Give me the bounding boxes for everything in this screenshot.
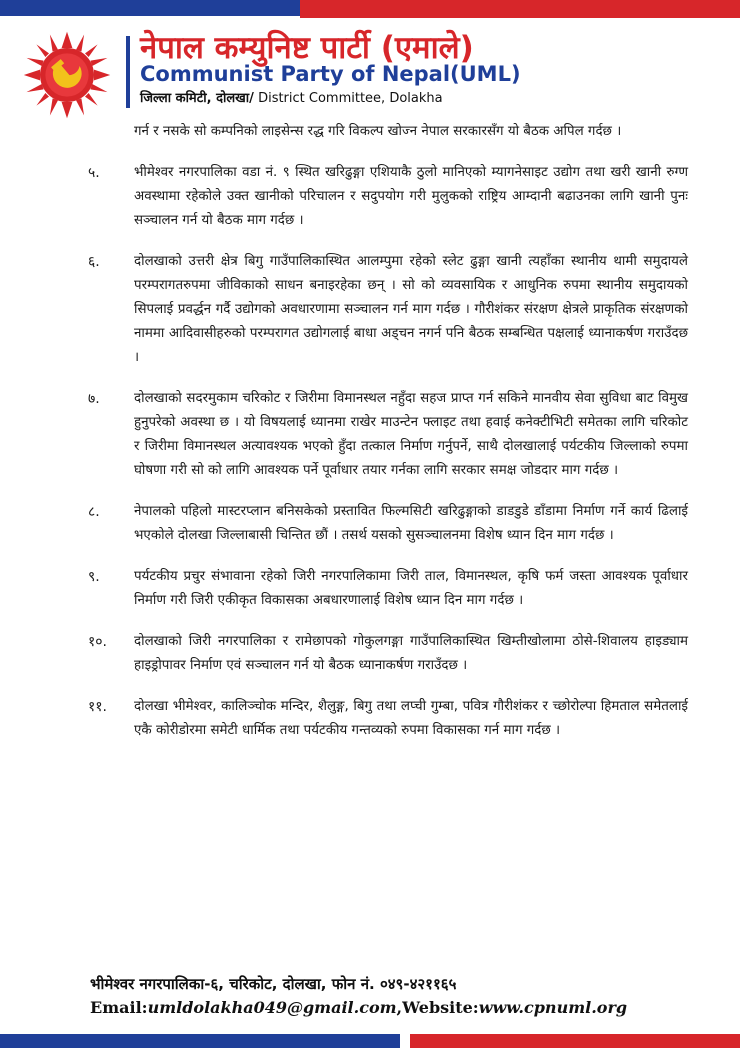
committee-subtitle: जिल्ला कमिटी, दोलखा/ District Committee, Dolakha [140, 91, 443, 106]
footer-contact: Email:umldolakha049@gmail.com,Website:www.cpnuml.org [90, 998, 628, 1017]
document-body [88, 120, 688, 760]
footer-address: भीमेश्वर नगरपालिका-६, चरिकोट, दोलखा, फोन नं. ०४९-४२११६५ [90, 975, 457, 993]
header-divider [126, 36, 130, 108]
list-item [88, 695, 688, 743]
item-text: दोलखाको सदरमुकाम चरिकोट र जिरीमा विमानस्थल नहुँदा सहज प्राप्त गर्न सकिने मानवीय सेवा सुविधा बाट विमुख हुनुपरेको अवस्था छ । यो विषयलाई ध्यानमा राखेर माउन्टेन फ्लाइट तथा हवाई कनेक्टीभिटी समेतका लागि चरिकोट र जिरीमा विमानस्थल अत्यावश्यक भएको हुँदा तत्काल निर्माण गर्नुपर्ने, साथै दोलखालाई पर्यटकीय जिल्लाको रुपमा घोषणा गरी सो को लागि आवश्यक पर्ने पूर्वाधार तयार गर्नका लागि सरकार समक्ष जोडदार माग गर्दछ । [134, 391, 688, 478]
website-link[interactable]: www.cpnuml.org [478, 998, 628, 1017]
continuation-paragraph: गर्न र नसके सो कम्पनिको लाइसेन्स रद्ध गरि विकल्प खोज्न नेपाल सरकारसँग यो बैठक अपिल गर्दछ । [134, 124, 622, 139]
list-item [88, 630, 688, 678]
item-text: दोलखा भीमेश्वर, कालिञ्चोक मन्दिर, शैलुङ्ग, बिगु तथा लप्ची गुम्बा, पवित्र गौरीशंकर र च्छोरोल्पा हिमताल समेतलाई एकै कोरीडोरमा समेटी धार्मिक तथा पर्यटकीय गन्तव्यको रुपमा विकासका गर्न माग गर्दछ । [134, 699, 688, 738]
party-name-english: Communist Party of Nepal(UML) [140, 62, 521, 86]
list-item [88, 161, 688, 233]
item-text: दोलखाको जिरी नगरपालिका र रामेछापको गोकुलगङ्गा गाउँपालिकास्थित खिम्तीखोलामा ठोसे-शिवालय हाइड्याम हाइड्रोपावर निर्माण एवं सञ्चालन गर्न यो बैठक ध्यानाकर्षण गराउँदछ । [134, 634, 688, 673]
item-number: ७. [88, 391, 100, 407]
list-item [88, 250, 688, 370]
item-text: पर्यटकीय प्रचुर संभावाना रहेको जिरी नगरपालिकामा जिरी ताल, विमानस्थल, कृषि फर्म जस्ता आवश्यक पूर्वाधार निर्माण गरी जिरी एकीकृत विकासका अबधारणालाई विशेष ध्यान दिन माग गर्दछ । [134, 569, 688, 608]
item-number: ६. [88, 254, 100, 270]
footer-band-red [410, 1034, 740, 1048]
item-text: भीमेश्वर नगरपालिका वडा नं. ९ स्थित खरिढुङ्गा एशियाकै ठुलो मानिएको म्यागनेसाइट उद्योग तथा खरी खानी रुग्ण अवस्थामा रहेकोले उक्त खानीको परिचालन र सदुपयोग गरी मुलुकको राष्ट्रिय आम्दानी बढाउनका लागि खानी पुनः सञ्चालन गर्न यो बैठक माग गर्दछ । [134, 165, 688, 228]
header-band-red [300, 0, 740, 18]
item-text: नेपालको पहिलो मास्टरप्लान बनिसकेको प्रस्तावित फिल्मसिटी खरिढुङ्गाको डाडडुडे डाँडामा निर्माण गर्ने कार्य ढिलाई भएकोले दोलखा जिल्लाबासी चिन्तित छौं । तसर्थ यसको सुसञ्चालनमा विशेष ध्यान दिन माग गर्दछ । [134, 504, 688, 543]
email-link[interactable]: umldolakha049@gmail.com [147, 998, 397, 1017]
list-item [88, 500, 688, 548]
item-number: ९. [88, 569, 100, 585]
header-band-blue [0, 0, 300, 16]
party-name-nepali: नेपाल कम्युनिष्ट पार्टी (एमाले) [140, 30, 474, 66]
list-item [88, 565, 688, 613]
item-number: ८. [88, 504, 100, 520]
item-number: ११. [88, 699, 108, 715]
footer-band-blue [0, 1034, 400, 1048]
item-number: १०. [88, 634, 108, 650]
item-text: दोलखाको उत्तरी क्षेत्र बिगु गाउँपालिकास्थित आलम्पुमा रहेको स्लेट ढुङ्गा खानी त्यहाँका स्थानीय थामी समुदायले परम्परागतरुपमा जीविकाको साधन बनाइरहेका छन् । सो को व्यवसायिक र आधुनिक रुपमा स्थानीय समुदायको सिपलाई प्रवर्द्धन गर्दै उद्योगको अवधारणामा सञ्चालन गर्न माग गर्दछ । गौरीशंकर संरक्षण क्षेत्रले प्राकृतिक संरक्षणको नाममा आदिवासीहरुको परम्परागत उद्योगलाई बाधा अड्चन नगर्न पनि बैठक सम्बन्धित पक्षलाई ध्यानाकर्षण गराउँदछ । [134, 254, 688, 365]
list-item [88, 387, 688, 483]
item-number: ५. [88, 165, 100, 181]
party-emblem-icon [22, 30, 112, 120]
